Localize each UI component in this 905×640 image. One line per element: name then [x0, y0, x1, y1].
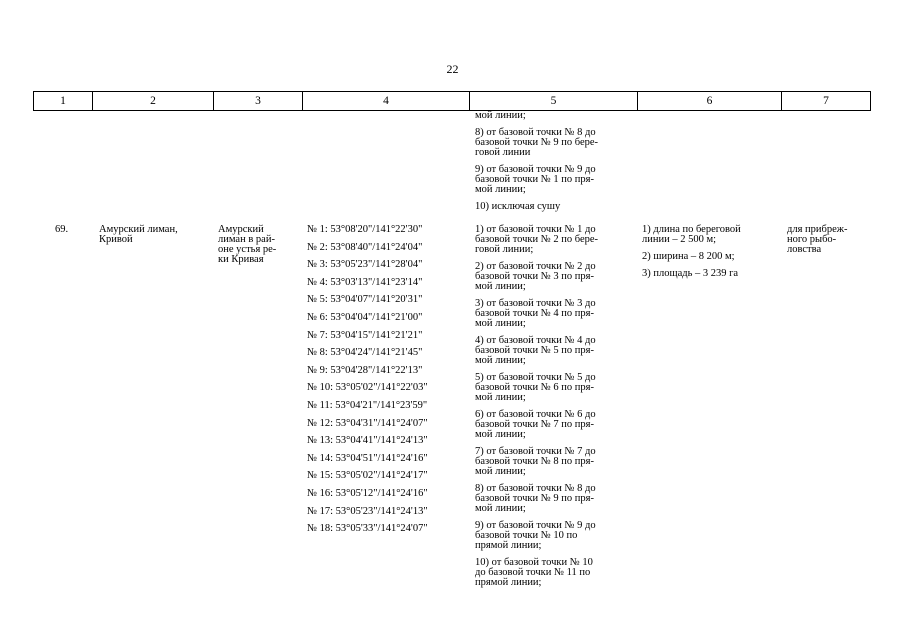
coordinate-item: № 7: 53°04'15"/141°21'21" — [307, 329, 423, 341]
coordinate-item: № 1: 53°08'20"/141°22'30" — [307, 224, 423, 235]
area-name: Амурский лиман, Кривой — [99, 224, 178, 245]
header-col-6: 6 — [637, 92, 781, 110]
coordinate-item: № 13: 53°04'41"/141°24'13" — [307, 435, 428, 447]
boundary-item: 5) от базовой точки № 5 до базовой точки № 6 по пря- мой линии; — [475, 372, 596, 403]
boundary-item: 3) от базовой точки № 3 до базовой точки № 4 по пря- мой линии; — [475, 298, 596, 329]
boundary-item: 7) от базовой точки № 7 до базовой точки № 8 по пря- мой линии; — [475, 446, 596, 477]
coordinate-item: № 14: 53°04'51"/141°24'16" — [307, 452, 428, 464]
continuation-item: 8) от базовой точки № 8 до базовой точки № 9 по бере- говой линии — [475, 127, 599, 158]
continuation-list — [475, 111, 635, 219]
header-col-1: 1 — [60, 95, 66, 107]
coordinate-item: № 12: 53°04'31"/141°24'07" — [307, 417, 428, 429]
dimensions-list — [642, 225, 782, 286]
area-location: Амурский лиман в рай- оне устья ре- ки Кривая — [218, 224, 277, 265]
coordinate-item: № 17: 53°05'23"/141°24'13" — [307, 505, 428, 517]
dimension-item: 2) ширина – 8 200 м; — [642, 251, 735, 262]
header-col-2: 2 — [92, 92, 213, 110]
boundary-item: 10) от базовой точки № 10 до базовой точки № 11 по прямой линии; — [475, 557, 593, 588]
coordinate-item: № 18: 53°05'33"/141°24'07" — [307, 523, 428, 535]
table-header-row — [33, 91, 871, 111]
coordinate-item: № 8: 53°04'24"/141°21'45" — [307, 347, 423, 359]
page-number: 22 — [446, 62, 459, 76]
boundaries-list — [475, 225, 635, 595]
header-col-4: 4 — [302, 92, 469, 110]
coordinate-item: № 16: 53°05'12"/141°24'16" — [307, 487, 428, 499]
boundary-item: 8) от базовой точки № 8 до базовой точки № 9 по пря- мой линии; — [475, 483, 596, 514]
continuation-item: 9) от базовой точки № 9 до базовой точки № 1 по пря- мой линии; — [475, 164, 596, 195]
coordinate-item: № 15: 53°05'02"/141°24'17" — [307, 470, 428, 482]
dimension-item: 1) длина по береговой линии – 2 500 м; — [642, 224, 741, 245]
coordinate-item: № 2: 53°08'40"/141°24'04" — [307, 241, 423, 253]
boundary-item: 6) от базовой точки № 6 до базовой точки № 7 по пря- мой линии; — [475, 409, 596, 440]
continuation-item: мой линии; — [475, 110, 526, 121]
coordinate-item: № 10: 53°05'02"/141°22'03" — [307, 382, 428, 394]
boundary-item: 1) от базовой точки № 1 до базовой точки № 2 по бере- говой линии; — [475, 224, 599, 255]
continuation-item: 10) исключая сушу — [475, 201, 561, 212]
dimension-item: 3) площадь – 3 239 га — [642, 268, 739, 279]
coordinate-item: № 4: 53°03'13"/141°23'14" — [307, 276, 423, 288]
coordinate-item: № 5: 53°04'07"/141°20'31" — [307, 294, 423, 306]
header-col-7: 7 — [781, 92, 870, 110]
coordinate-item: № 3: 53°05'23"/141°28'04" — [307, 259, 423, 271]
coordinates-list — [307, 225, 467, 542]
header-col-3: 3 — [213, 92, 302, 110]
boundary-item: 4) от базовой точки № 4 до базовой точки № 5 по пря- мой линии; — [475, 335, 596, 366]
coordinate-item: № 9: 53°04'28"/141°22'13" — [307, 364, 423, 376]
boundary-item: 9) от базовой точки № 9 до базовой точки № 10 по прямой линии; — [475, 520, 596, 551]
row-number: 69. — [55, 224, 69, 235]
fishing-purpose: для прибреж- ного рыбо- ловства — [787, 224, 848, 255]
boundary-item: 2) от базовой точки № 2 до базовой точки № 3 по пря- мой линии; — [475, 261, 596, 292]
coordinate-item: № 6: 53°04'04"/141°21'00" — [307, 311, 423, 323]
coordinate-item: № 11: 53°04'21"/141°23'59" — [307, 399, 428, 411]
header-col-5: 5 — [469, 92, 637, 110]
